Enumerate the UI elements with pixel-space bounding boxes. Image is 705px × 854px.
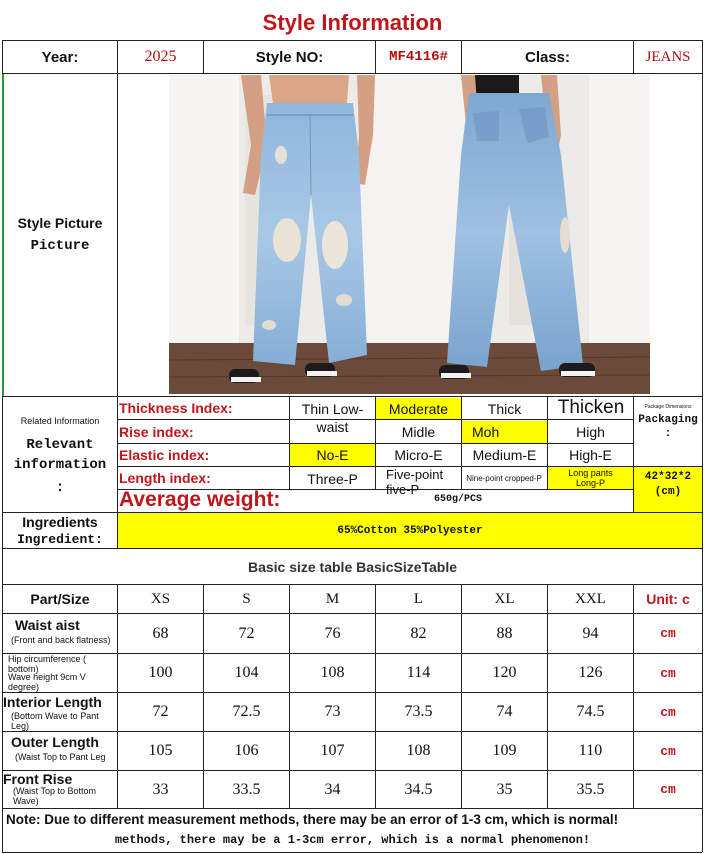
cell-value: 72 bbox=[238, 624, 255, 642]
style-picture-label-en: Style Picture bbox=[17, 215, 103, 231]
related-info-label-main: Relevant information bbox=[13, 437, 107, 473]
cell-value: 114 bbox=[406, 664, 431, 681]
packaging-value-cell bbox=[634, 467, 702, 512]
class-value: JEANS bbox=[645, 48, 691, 65]
row-sub: (Bottom Wave to Pant Leg) bbox=[11, 711, 99, 731]
length-opt-nine: Nine-point cropped-P bbox=[466, 473, 542, 483]
cell-value: 72 bbox=[152, 703, 169, 720]
cell-value: 105 bbox=[148, 742, 173, 759]
style-picture-label-alt: Picture bbox=[30, 238, 90, 254]
length-opt-three: Three-P bbox=[307, 471, 358, 487]
year-label: Year: bbox=[41, 48, 79, 66]
length-opt-long-line1: Long pants bbox=[568, 468, 613, 478]
cell-value: 34 bbox=[324, 780, 341, 798]
cell-unit: cm bbox=[660, 743, 676, 759]
size-header-xs: XS bbox=[150, 590, 171, 607]
length-opt-five-line2: five-P bbox=[386, 482, 420, 497]
cell-value: 110 bbox=[578, 742, 603, 759]
size-table-heading: Basic size table BasicSizeTable bbox=[247, 558, 458, 575]
cell-value: 33 bbox=[152, 780, 169, 798]
thickness-opt-thin: Thin Low- bbox=[301, 400, 364, 417]
note-line-1: Note: Due to different measurement methods, there may be an error of 1-3 cm, which is normal! bbox=[6, 812, 619, 827]
thickness-opt-thicken: Thicken bbox=[557, 396, 625, 418]
length-opt-long-line2: Long-P bbox=[575, 478, 606, 488]
packaging-colon: : bbox=[664, 428, 672, 440]
cell-unit: cm bbox=[660, 626, 676, 641]
cell-value: 88 bbox=[496, 624, 513, 642]
cell-value: 109 bbox=[492, 742, 517, 759]
packaging-label bbox=[634, 397, 702, 466]
table-row bbox=[3, 732, 702, 770]
style-no-label: Style NO: bbox=[255, 48, 324, 66]
cell-value: 104 bbox=[234, 664, 259, 681]
cell-value: 76 bbox=[324, 624, 341, 642]
note-line-2: methods, there may be a 1-3cm error, which is a normal phenomenon! bbox=[114, 833, 591, 847]
elastic-opt-medium: Medium-E bbox=[472, 447, 537, 463]
elastic-opt-no: No-E bbox=[290, 444, 375, 466]
cell-value: 94 bbox=[582, 624, 599, 642]
row-sub: (Waist Top to Bottom Wave) bbox=[13, 786, 97, 806]
cell-value: 33.5 bbox=[232, 780, 261, 798]
elastic-opt-high: High-E bbox=[569, 447, 612, 463]
row-name: Interior Length bbox=[3, 694, 102, 710]
cell-value: 108 bbox=[320, 664, 345, 681]
size-header-s: S bbox=[242, 590, 251, 607]
row-name: Waist aist bbox=[15, 617, 80, 633]
row-sub: (Waist Top to Pant Leg bbox=[15, 752, 106, 762]
packaging-label-small: Package Dimensions bbox=[644, 404, 692, 410]
rise-opt-high: High bbox=[576, 424, 605, 440]
related-info-label bbox=[3, 397, 117, 512]
packaging-label-main: Packaging bbox=[638, 414, 698, 426]
row-sub: (Front and back flatness) bbox=[11, 635, 111, 645]
table-row bbox=[3, 771, 702, 808]
cell-value: 72.5 bbox=[232, 703, 261, 720]
cell-value: 73.5 bbox=[404, 703, 433, 720]
style-no-value: MF4116# bbox=[389, 49, 448, 65]
size-header-xxl: XXL bbox=[575, 590, 606, 607]
cell-unit: cm bbox=[660, 665, 676, 681]
cell-value: 34.5 bbox=[404, 780, 433, 798]
cell-value: 82 bbox=[410, 624, 427, 642]
year-value: 2025 bbox=[144, 48, 177, 65]
size-header-xl: XL bbox=[494, 590, 515, 607]
related-info-label-small: Related Information bbox=[20, 416, 100, 426]
cell-value: 120 bbox=[492, 664, 517, 681]
cell-unit: cm bbox=[660, 782, 676, 797]
table-row bbox=[3, 614, 702, 653]
elastic-index-label: Elastic index: bbox=[119, 447, 210, 463]
row-sub: Wave height 9cm V degree) bbox=[8, 672, 86, 692]
row-name: Hip circumference ( bottom) bbox=[8, 654, 87, 674]
rise-opt-moh: Moh bbox=[462, 421, 547, 443]
cell-value: 73 bbox=[324, 703, 341, 720]
size-header-m: M bbox=[325, 590, 340, 607]
cell-value: 106 bbox=[234, 742, 259, 759]
cell-unit: cm bbox=[660, 704, 676, 720]
ingredients-label-alt: Ingredient: bbox=[17, 531, 103, 547]
table-row bbox=[3, 693, 702, 731]
rise-opt-middle: Midle bbox=[401, 424, 436, 440]
row-name: Outer Length bbox=[11, 734, 99, 750]
cell-value: 107 bbox=[320, 742, 345, 759]
length-opt-long bbox=[548, 467, 633, 489]
page-title: Style Information bbox=[262, 10, 443, 35]
rise-opt-low-waist: waist bbox=[316, 419, 349, 435]
table-row bbox=[3, 654, 702, 692]
ingredients-label bbox=[3, 513, 117, 548]
cell-value: 100 bbox=[148, 664, 173, 681]
related-info-colon: : bbox=[55, 480, 65, 496]
size-header-l: L bbox=[413, 590, 424, 607]
part-size-header: Part/Size bbox=[30, 591, 90, 607]
cell-value: 68 bbox=[152, 624, 169, 642]
ingredients-label-en: Ingredients bbox=[22, 514, 98, 530]
rise-index-label: Rise index: bbox=[119, 424, 194, 440]
cell-value: 74.5 bbox=[576, 703, 605, 720]
packaging-value: 42*32*2 bbox=[644, 471, 692, 483]
ingredients-value: 65%Cotton 35%Polyester bbox=[118, 513, 702, 548]
style-picture-label bbox=[3, 74, 117, 396]
thickness-index-label: Thickness Index: bbox=[119, 400, 233, 416]
unit-header: Unit: c bbox=[646, 591, 690, 607]
cell-value: 108 bbox=[406, 742, 431, 759]
cell-value: 35.5 bbox=[576, 780, 605, 798]
elastic-opt-micro: Micro-E bbox=[394, 447, 443, 463]
length-index-label: Length index: bbox=[119, 470, 211, 486]
thickness-opt-moderate: Moderate bbox=[376, 398, 461, 419]
average-weight-value: 650g/PCS bbox=[434, 494, 483, 505]
length-opt-five-line1: Five-point bbox=[386, 467, 444, 482]
cell-value: 126 bbox=[578, 664, 603, 681]
thickness-opt-thick: Thick bbox=[487, 400, 522, 417]
class-label: Class: bbox=[524, 48, 571, 66]
average-weight-label: Average weight: bbox=[119, 488, 281, 511]
row-name: Front Rise bbox=[3, 771, 73, 787]
packaging-unit: (cm) bbox=[654, 486, 682, 498]
product-photo bbox=[169, 75, 650, 394]
cell-value: 35 bbox=[496, 780, 513, 798]
cell-value: 74 bbox=[496, 703, 513, 720]
